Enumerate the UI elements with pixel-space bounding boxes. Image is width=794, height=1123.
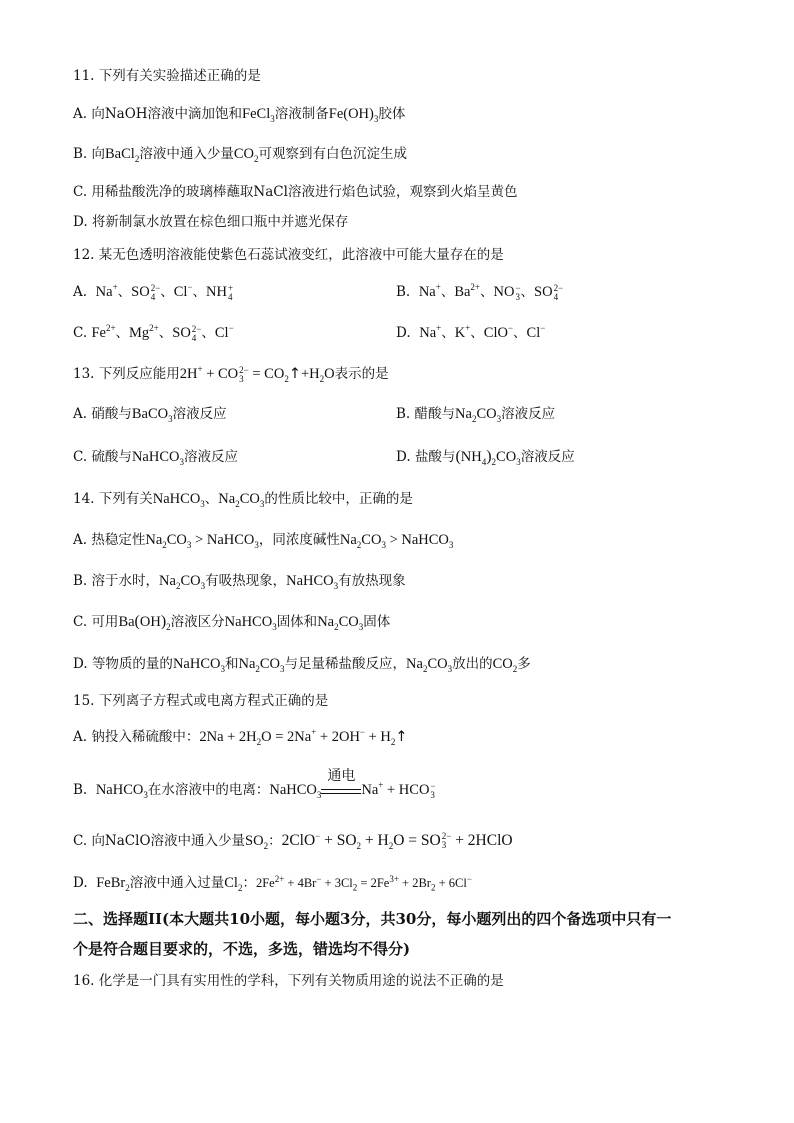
q12-option-c: C. $Fe^{2+}$、$Mg^{2+}$、SO 2− 4 、Cl− bbox=[73, 323, 234, 343]
q14-option-b: B. 溶于水时，$Na_2CO_3$有吸热现象，NaHCO$_3$有放热现象 bbox=[73, 573, 406, 591]
q14-option-a: A. 热稳定性$Na_2CO_3$ > NaHCO$_3$，同浓度碱性$Na_2CO_3$ > NaHCO$_3$ bbox=[73, 532, 454, 550]
q14-option-d: D. 等物质的量的NaHCO$_3$和$Na_2CO_3$与足量稀盐酸反应，$Na_2CO_3$放出的$CO_2$多 bbox=[73, 656, 531, 674]
q11-option-c: C. 用稀盐酸洗净的玻璃棒蘸取NaCl溶液进行焰色试验，观察到火焰呈黄色 bbox=[73, 184, 518, 200]
q11-option-b: B. 向BaCl$_2$溶液中通入少量$CO_2$可观察到有白色沉淀生成 bbox=[73, 146, 407, 164]
q13-stem: 13. 下列反应能用2H+ + CO 2− 3 = $CO_2↑+H_2O$表示的是 bbox=[73, 364, 389, 384]
section-2-heading-line2: 个是符合题目要求的，不选，多选，错选均不得分) bbox=[73, 940, 411, 958]
q15-option-b: B. NaHCO$_3$在水溶液中的电离：NaHCO$_3$ 通电 Na+ + HCO − 3 bbox=[73, 767, 436, 800]
q11-option-d: D. 将新制氯水放置在棕色细口瓶中并遮光保存 bbox=[73, 214, 349, 230]
q11-option-a: A. 向NaOH溶液中滴加饱和FeCl$_3$溶液制备$Fe(OH)_3$胶体 bbox=[73, 106, 406, 124]
q12-option-b: B. Na+、$Ba^{2+}$、NO − 3 、SO 2− 4 bbox=[396, 282, 564, 302]
q11-stem: 11. 下列有关实验描述正确的是 bbox=[73, 68, 261, 84]
q15-option-d: D. FeBr$_2$溶液中通入过量$Cl_2$：$2Fe^{2+} + 4Br^- + 3Cl_2 = 2Fe^{3+} + 2Br_2 + 6Cl^-$ bbox=[73, 873, 472, 893]
q13-option-b: B. 醋酸与$Na_2CO_3$溶液反应 bbox=[396, 406, 556, 424]
q12-stem: 12. 某无色透明溶液能使紫色石蕊试液变红，此溶液中可能大量存在的是 bbox=[73, 247, 504, 263]
q15-stem: 15. 下列离子方程式或电离方程式正确的是 bbox=[73, 693, 329, 709]
section-2-heading-line1: 二、选择题II(本大题共10小题，每小题3分，共30分，每小题列出的四个备选项中只有一 bbox=[73, 910, 672, 928]
electrolysis-condition: 通电 bbox=[321, 789, 361, 800]
q16-stem: 16. 化学是一门具有实用性的学科，下列有关物质用途的说法不正确的是 bbox=[73, 973, 504, 989]
q12-option-a: A. Na+、SO 2− 4 、Cl−、NH + 4 bbox=[73, 282, 234, 302]
q13-option-a: A. 硝酸与BaCO$_3$溶液反应 bbox=[73, 406, 227, 424]
q12-option-d: D. Na+、K+、ClO−、Cl− bbox=[396, 323, 546, 341]
q13-option-c: C. 硫酸与NaHCO$_3$溶液反应 bbox=[73, 449, 238, 467]
q14-stem: 14. 下列有关NaHCO$_3$、$Na_2CO_3$的性质比较中，正确的是 bbox=[73, 491, 413, 509]
q14-option-c: C. 可用$Ba(OH)_2$溶液区分NaHCO$_3$固体和$Na_2CO_3$固体 bbox=[73, 613, 391, 632]
q13-option-d: D. 盐酸与$(NH_4)_2CO_3$溶液反应 bbox=[396, 448, 575, 467]
q15-option-a: A. 钠投入稀硫酸中：$2Na + 2H_2O = 2Na^+ + 2OH^-$ + $H_2↑$ bbox=[73, 727, 408, 747]
q15-option-c: C. 向NaClO溶液中通入少量$SO_2$：$2ClO^- + SO_2 + H_2O$ = SO 2− 3 + 2HClO bbox=[73, 830, 513, 852]
